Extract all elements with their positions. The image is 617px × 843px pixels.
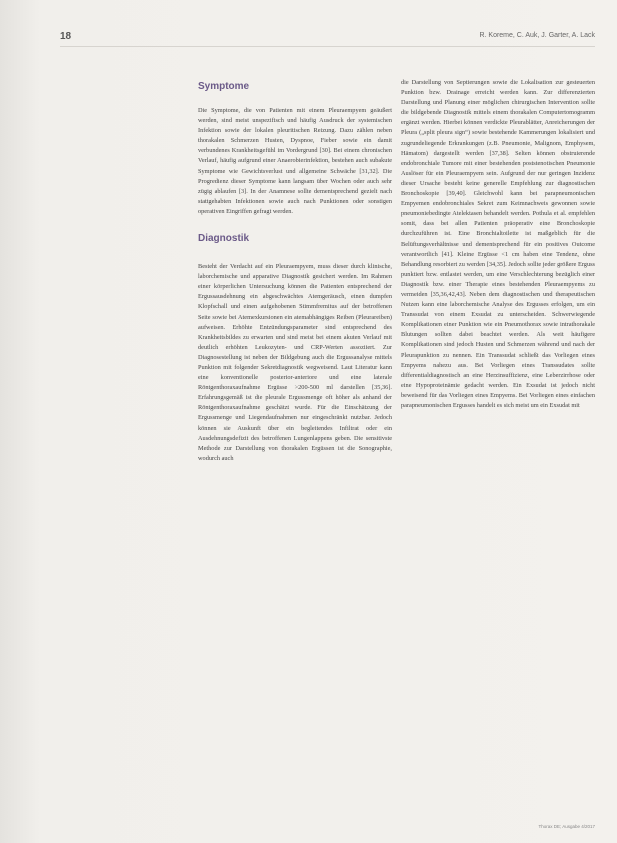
right-column xyxy=(401,78,595,411)
page-footer: Thorax DE; Ausgabe 4/2017 xyxy=(538,824,595,829)
left-column xyxy=(198,82,392,464)
diagnostik-paragraph: Besteht der Verdacht auf ein Pleuraempyem, muss dieser durch klinische, laborchemische und apparative Diagnostik gesichert werden. Im Rahmen einer körperlichen Untersuchung können die Patienten entsprechend der Ergussausdehnung ein abgeschwächtes Atemgeräusch, einen dumpfen Klopfschall und einen aufgehobenen Stimmfremitus auf der betroffenen Seite sowie bei Atemexkursionen ein atemabhängiges Reiben (Pleurareiben) aufweisen. Erhöhte Entzündungsparameter sind entsprechend des Krankheitsbildes zu erwarten und sind meist bei einem akuten Verlauf mit deutlich erhöhten Leukozyten- und CRP-Werten assoziiert. Zur Diagnosestellung ist neben der Bildgebung auch die Ergussanalyse mittels Punktion mit folgender Sekretdiagnostik wegweisend. Laut Literatur kann eine konventionelle posterior-anteriore und eine laterale Röntgenthoraxaufnahme Ergüsse >200-500 ml darstellen [35,36]. Erfahrungsgemäß ist die pleurale Ergussmenge oft höher als anhand der Röntgenthoraxaufnahme geschätzt wurde. Für die Einschätzung der Ergussmenge und Liegendaufnahmen nur eingeschränkt nutzbar. Jedoch können sie Auskunft über ein begleitendes Infiltrat oder ein Ausdehnungsdefizit des betroffenen Lungenlappens geben. Die sensitivste Methode zur Darstellung von thorakalen Ergüssen ist die Sonographie, wodurch auch xyxy=(198,263,392,462)
running-header-authors: R. Koreme, C. Auk, J. Garter, A. Lack xyxy=(479,32,595,39)
section-heading-diagnostik: Diagnostik xyxy=(198,233,250,245)
symptome-paragraph: Die Symptome, die von Patienten mit einem Pleuraempyem geäußert werden, sind meist unspezifisch und häufig Ausdruck der systemischen Infektion sowie der lokalen pleuritischen Reizung. Dazu zählen neben thorakalen Schmerzen Husten, Dyspnoe, Fieber sowie ein damit verbundenes Krankheitsgefühl im Vordergrund [30]. Bei einem chronischen Verlauf, häufig aufgrund einer Anaerobierinfektion, bestehen auch subakute Symptome wie Gewichtsverlust und allgemeine Schwäche [31,32]. Die Progredienz dieser Symptome kann langsam über Wochen oder auch sehr zügig ablaufen [3]. In der Anamnese sollte dementsprechend gezielt nach stattgehabten Infektionen sowie auch nach Punktionen oder sonstigen operativen Eingriffen gefragt werden. xyxy=(198,107,392,215)
section-heading-symptome: Symptome xyxy=(198,81,250,92)
running-header xyxy=(60,30,595,47)
right-column-paragraph: die Darstellung von Septierungen sowie die Lokalisation zur gesteuerten Punktion bzw. Drainage erreicht werden kann. Zur differenzierten Darstellung und Planung einer möglichen chirurgischen Intervention sollte die bildgebende Diagnostik mittels einem thorakalen Computertomogramm ergänzt werden. Hierbei können verdickte Pleurablätter, Anreicherungen der Pleura („split pleura sign“) sowie bestehende Kammerungen lokalisiert und zugrundeliegende Erkrankungen (z.B. Pneumonie, Malignom, Emphysem, Hämatom) dargestellt werden [37,38]. Selten können obstruierende endobronchiale Tumore mit einer bestehenden poststenotischen Pneumonie Auslöser für ein Pleuraempyem sein. Aufgrund der nur geringen Inzidenz dieser Ursache besteht keine generelle Empfehlung zur diagnostischen Bronchoskopie [39,40]. Gleichwohl kann bei parapneumonischen Empyemen endobronchiales Sekret zum Keimnachweis gewonnen sowie pneumoniebedingte Atelektasen behandelt werden. Pothula et al. empfehlen somit, dass bei allen Patienten präoperativ eine Bronchoskopie durchzuführen ist. Eine Bronchialtoilette ist maßgeblich für die Belüftungsverhältnisse und dementsprechend für ein positives Outcome verantwortlich [41]. Kleine Ergüsse <1 cm haben eine Tendenz, ohne Behandlung resorbiert zu werden [34,35]. Jedoch sollte jeder größere Erguss punktiert bzw. entlastet werden, um eine Verschlechterung bezüglich einer Diagnostik bzw. einer Therapie eines bestehenden Pleuraempyems zu vermeiden [35,36,42,43]. Neben dem diagnostischen und therapeutischen Nutzen kann eine laborchemische Analyse des Ergusses erfolgen, um ein Transsudat von einem Exsudat zu unterscheiden. Schwerwiegende Komplikationen einer Punktion wie ein Pneumothorax sowie intrathorakale Blutungen sollten dabei beachtet werden. Als weit häufigere Komplikationen sind jedoch Husten und Schmerzen während und nach der Pleurapunktion zu nennen. Ein Transsudat schließt das Vorliegen eines Empyems nahezu aus. Bei Vorliegen eines Transsudates sollte differentialdiagnostisch an eine Herzinsuffizienz, eine Leberzirrhose oder eine Hypoproteinämie gedacht werden. Ein Exsudat ist jedoch nicht beweisend für das Vorliegen eines Empyems. Bei Vorliegen eines einfachen parapneumonischen Ergusses handelt es sich meist um ein Exsudat mit xyxy=(401,79,595,409)
page-number: 18 xyxy=(60,31,72,42)
